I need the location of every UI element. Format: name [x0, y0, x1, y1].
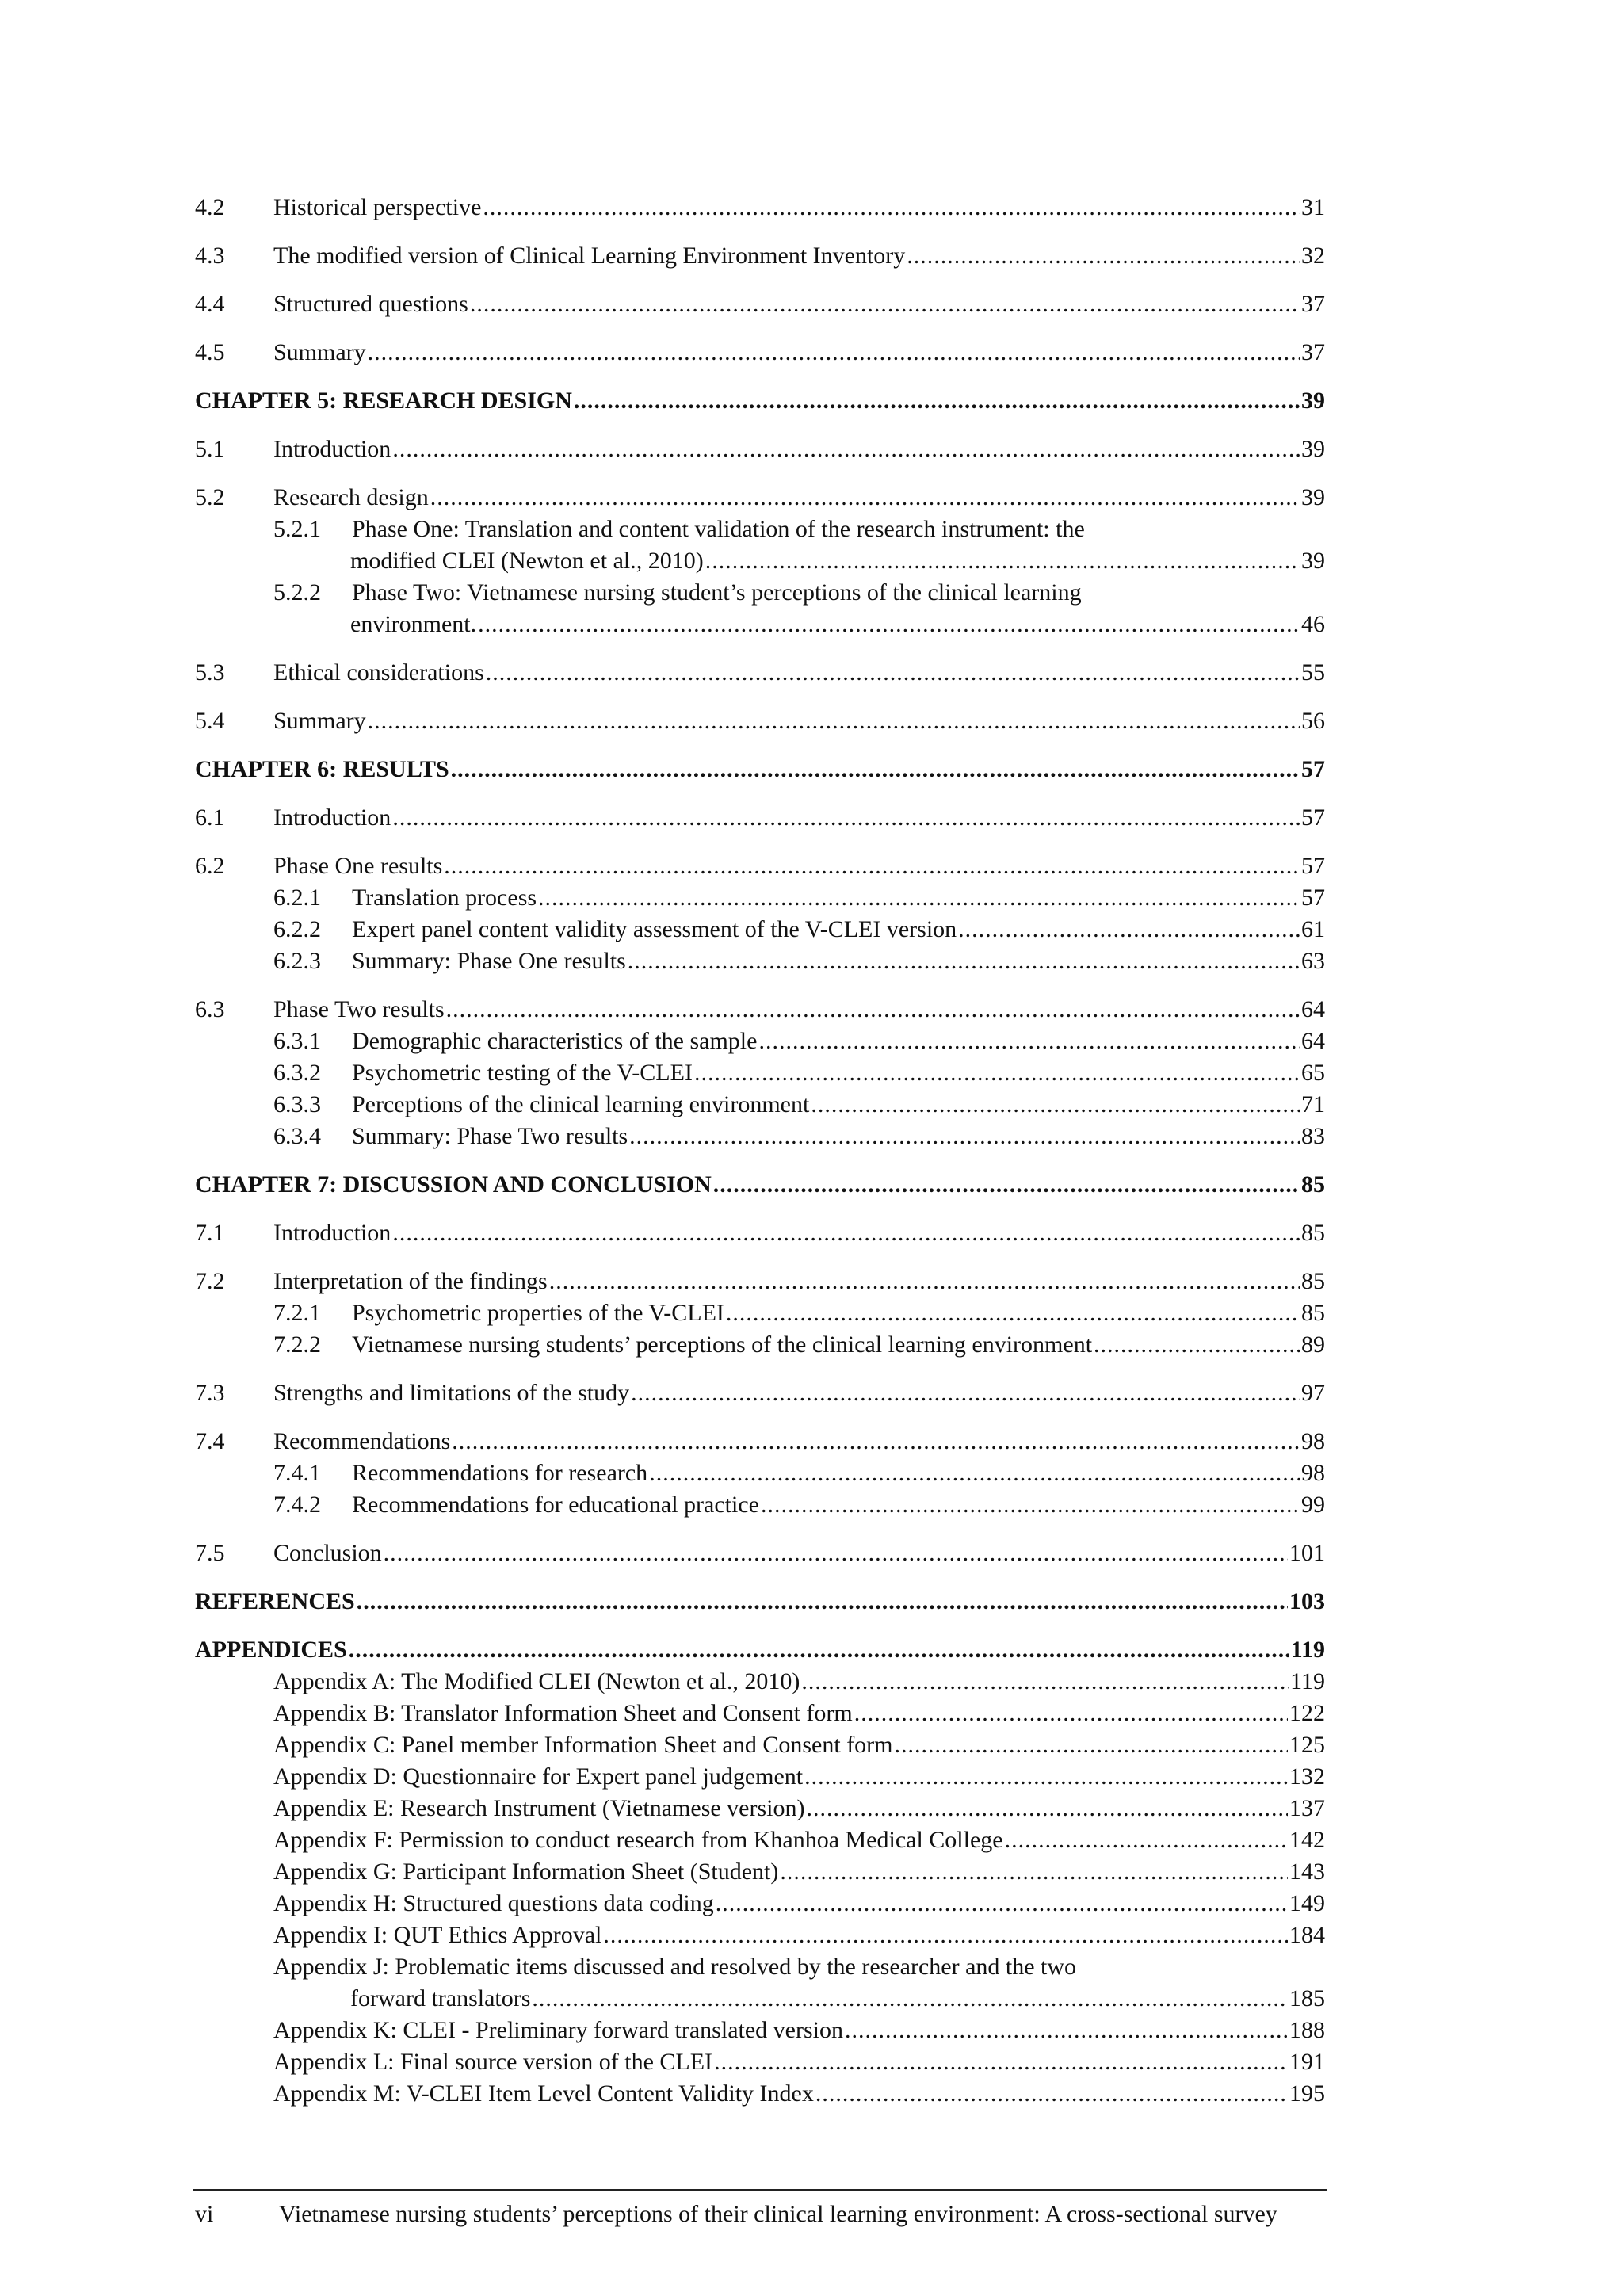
toc-entry-number: 5.2 — [195, 484, 225, 510]
toc-entry-page: 125 — [1289, 1732, 1325, 1758]
toc-entry-title: Demographic characteristics of the sample — [352, 1028, 758, 1054]
toc-entry-number: 6.2.1 — [273, 884, 321, 911]
dot-leader — [629, 1121, 1300, 1152]
toc-entry-page: 64 — [1301, 996, 1325, 1022]
toc-entry-number: 6.3.4 — [273, 1123, 321, 1149]
dot-leader — [444, 850, 1300, 882]
toc-entry-page: 191 — [1289, 2049, 1325, 2075]
toc-entry-number: 7.2.1 — [273, 1300, 321, 1326]
toc-entry-title: Recommendations for research — [352, 1460, 648, 1486]
toc-entry[interactable] — [195, 1761, 1325, 1793]
toc-entry[interactable] — [195, 850, 1325, 882]
toc-entry-title: Appendix D: Questionnaire for Expert panel judgement — [273, 1763, 804, 1790]
dot-leader — [368, 337, 1300, 369]
toc-entry-page: 61 — [1301, 916, 1325, 942]
toc-entry-page: 71 — [1301, 1091, 1325, 1117]
toc-entry-title: Appendix C: Panel member Information Sheet and Consent form — [273, 1732, 893, 1758]
toc-entry[interactable] — [195, 1217, 1325, 1249]
toc-entry[interactable] — [195, 1121, 1325, 1152]
toc-entry[interactable] — [195, 1856, 1325, 1888]
toc-entry-page: 103 — [1289, 1588, 1325, 1614]
toc-entry-number: 6.3.3 — [273, 1091, 321, 1117]
toc-entry[interactable] — [195, 1951, 1325, 1983]
toc-entry-page: 39 — [1301, 548, 1325, 574]
toc-entry-number: 7.4 — [195, 1428, 225, 1454]
toc-entry-title: Strengths and limitations of the study — [273, 1380, 630, 1406]
toc-entry-number: 6.2.2 — [273, 916, 321, 942]
toc-entry-page: 65 — [1301, 1060, 1325, 1086]
toc-entry[interactable] — [195, 1983, 1325, 2015]
dot-leader — [907, 240, 1300, 272]
dot-leader — [761, 1489, 1300, 1521]
toc-entry-number: 4.5 — [195, 339, 225, 365]
toc-entry[interactable] — [195, 1634, 1325, 1666]
toc-entry-page: 85 — [1301, 1220, 1325, 1246]
dot-leader — [758, 1026, 1300, 1057]
toc-entry-number: 5.4 — [195, 708, 225, 734]
toc-entry[interactable] — [195, 1920, 1325, 1951]
toc-entry-page: 143 — [1289, 1859, 1325, 1885]
dot-leader — [368, 705, 1300, 737]
toc-entry-page: 37 — [1301, 339, 1325, 365]
toc-entry[interactable] — [195, 1586, 1325, 1618]
toc-entry[interactable] — [195, 914, 1325, 946]
toc-entry[interactable] — [195, 1426, 1325, 1457]
toc-entry[interactable] — [195, 994, 1325, 1026]
toc-entry-title: Translation process — [352, 884, 537, 911]
toc-entry[interactable] — [195, 1729, 1325, 1761]
toc-entry-title: Introduction — [273, 436, 391, 462]
toc-entry[interactable] — [195, 1026, 1325, 1057]
toc-entry-title: Phase One: Translation and content validation of the research instrument: the — [352, 516, 1085, 542]
toc-entry-number: 7.3 — [195, 1380, 225, 1406]
toc-entry-number: 7.4.1 — [273, 1460, 321, 1486]
toc-entry-title: APPENDICES — [195, 1637, 347, 1663]
dot-leader — [631, 1377, 1300, 1409]
toc-entry[interactable] — [195, 240, 1325, 272]
toc-entry-title: Psychometric properties of the V-CLEI — [352, 1300, 724, 1326]
toc-entry-number: 6.3.1 — [273, 1028, 321, 1054]
toc-entry-title: Vietnamese nursing students’ perceptions of the clinical learning environment — [352, 1331, 1093, 1358]
toc-entry-title: Appendix H: Structured questions data coding — [273, 1890, 714, 1916]
toc-entry[interactable] — [195, 192, 1325, 223]
toc-entry-title: Recommendations — [273, 1428, 451, 1454]
dot-leader — [716, 1888, 1288, 1920]
dot-leader — [549, 1266, 1300, 1297]
dot-leader — [628, 946, 1300, 977]
toc-entry-page: 57 — [1301, 756, 1325, 782]
dot-leader — [815, 2078, 1288, 2110]
toc-entry[interactable] — [195, 1698, 1325, 1729]
toc-entry-title-continued: environment. — [350, 611, 477, 637]
toc-entry[interactable] — [195, 545, 1325, 577]
toc-entry-page: 149 — [1289, 1890, 1325, 1916]
toc-entry-title: Psychometric testing of the V-CLEI — [352, 1060, 693, 1086]
toc-entry-title: Phase One results — [273, 853, 443, 879]
toc-entry-title: Phase Two: Vietnamese nursing student’s perceptions of the clinical learning — [352, 579, 1082, 606]
dot-leader — [349, 1634, 1289, 1666]
toc-entry[interactable] — [195, 1377, 1325, 1409]
toc-entry[interactable] — [195, 946, 1325, 977]
toc-entry-title: Summary — [273, 339, 366, 365]
toc-entry-page: 122 — [1289, 1700, 1325, 1726]
dot-leader — [845, 2015, 1288, 2046]
toc-entry-page: 55 — [1301, 659, 1325, 686]
dot-leader — [958, 914, 1300, 946]
toc-entry[interactable] — [195, 1793, 1325, 1824]
dot-leader — [538, 882, 1300, 914]
dot-leader — [714, 2046, 1288, 2078]
toc-entry-number: 4.2 — [195, 194, 225, 220]
toc-entry-page: 39 — [1301, 436, 1325, 462]
toc-entry-title: Structured questions — [273, 291, 468, 317]
toc-entry-title: Interpretation of the findings — [273, 1268, 548, 1294]
toc-entry[interactable] — [195, 1089, 1325, 1121]
toc-entry-title: The modified version of Clinical Learning Environment Inventory — [273, 243, 906, 269]
toc-entry-page: 85 — [1301, 1171, 1325, 1198]
dot-leader — [483, 192, 1300, 223]
toc-entry-number: 7.2 — [195, 1268, 225, 1294]
toc-entry-number: 6.2 — [195, 853, 225, 879]
dot-leader — [384, 1538, 1288, 1569]
dot-leader — [392, 1217, 1300, 1249]
toc-entry[interactable] — [195, 1329, 1325, 1361]
toc-entry-page: 39 — [1301, 388, 1325, 414]
toc-entry-title: CHAPTER 6: RESULTS — [195, 756, 449, 782]
toc-entry[interactable] — [195, 1666, 1325, 1698]
toc-entry-number: 6.1 — [195, 804, 225, 831]
dot-leader — [895, 1729, 1288, 1761]
toc-entry-title: Summary — [273, 708, 366, 734]
toc-entry[interactable] — [195, 2078, 1325, 2110]
toc-entry-title: Summary: Phase Two results — [352, 1123, 628, 1149]
toc-entry-title: CHAPTER 7: DISCUSSION AND CONCLUSION — [195, 1171, 712, 1198]
toc-entry[interactable] — [195, 705, 1325, 737]
toc-entry-page: 57 — [1301, 804, 1325, 831]
dot-leader — [452, 1426, 1300, 1457]
toc-entry-title: Appendix A: The Modified CLEI (Newton et al., 2010) — [273, 1668, 800, 1694]
toc-entry-page: 119 — [1290, 1637, 1325, 1663]
toc-entry-number: 7.1 — [195, 1220, 225, 1246]
toc-entry-page: 37 — [1301, 291, 1325, 317]
toc-entry[interactable] — [195, 577, 1325, 609]
toc-entry-title: Appendix F: Permission to conduct research from Khanhoa Medical College — [273, 1827, 1003, 1853]
toc-entry-number: 7.5 — [195, 1540, 225, 1566]
toc-entry-title: Appendix J: Problematic items discussed and resolved by the researcher and the two — [273, 1954, 1077, 1980]
toc-entry[interactable] — [195, 1169, 1325, 1201]
dot-leader — [478, 609, 1300, 640]
dot-leader — [430, 482, 1300, 514]
toc-entry[interactable] — [195, 1888, 1325, 1920]
toc-entry[interactable] — [195, 514, 1325, 545]
dot-leader — [446, 994, 1300, 1026]
toc-entry[interactable] — [195, 657, 1325, 689]
toc-entry[interactable] — [195, 2046, 1325, 2078]
toc-entry-page: 32 — [1301, 243, 1325, 269]
toc-entry[interactable] — [195, 1489, 1325, 1521]
dot-leader — [392, 802, 1300, 834]
dot-leader — [801, 1666, 1289, 1698]
toc-entry-page: 184 — [1289, 1922, 1325, 1948]
toc-entry-page: 188 — [1289, 2017, 1325, 2043]
dot-leader — [1094, 1329, 1300, 1361]
toc-entry-title: Appendix B: Translator Information Sheet and Consent form — [273, 1700, 853, 1726]
toc-entry-page: 195 — [1289, 2080, 1325, 2107]
dot-leader — [807, 1793, 1289, 1824]
toc-entry-title: REFERENCES — [195, 1588, 355, 1614]
toc-entry[interactable] — [195, 1266, 1325, 1297]
toc-entry-title: Appendix E: Research Instrument (Vietnamese version) — [273, 1795, 805, 1821]
dot-leader — [486, 657, 1300, 689]
toc-entry-title: Appendix L: Final source version of the CLEI — [273, 2049, 713, 2075]
toc-entry-title: Summary: Phase One results — [352, 948, 626, 974]
toc-entry-page: 57 — [1301, 884, 1325, 911]
table-of-contents — [195, 192, 1325, 2110]
toc-entry-page: 98 — [1301, 1460, 1325, 1486]
toc-entry-title: Appendix I: QUT Ethics Approval — [273, 1922, 602, 1948]
dot-leader — [532, 1983, 1288, 2015]
toc-entry-page: 31 — [1301, 194, 1325, 220]
toc-entry[interactable] — [195, 288, 1325, 320]
toc-entry-page: 119 — [1290, 1668, 1325, 1694]
toc-entry[interactable] — [195, 802, 1325, 834]
toc-entry-title: Conclusion — [273, 1540, 382, 1566]
toc-entry-number: 6.2.3 — [273, 948, 321, 974]
toc-entry-title: Introduction — [273, 1220, 391, 1246]
toc-entry[interactable] — [195, 1057, 1325, 1089]
toc-entry-title-continued: modified CLEI (Newton et al., 2010) — [350, 548, 704, 574]
toc-entry-page: 46 — [1301, 611, 1325, 637]
toc-entry[interactable] — [195, 2015, 1325, 2046]
toc-entry-title: Introduction — [273, 804, 391, 831]
toc-entry-page: 142 — [1289, 1827, 1325, 1853]
toc-entry[interactable] — [195, 337, 1325, 369]
toc-entry-number: 5.3 — [195, 659, 225, 686]
toc-entry-page: 39 — [1301, 484, 1325, 510]
toc-entry-title: Perceptions of the clinical learning environment — [352, 1091, 810, 1117]
toc-entry-number: 7.2.2 — [273, 1331, 321, 1358]
dot-leader — [574, 385, 1300, 417]
dot-leader — [649, 1457, 1300, 1489]
dot-leader — [726, 1297, 1300, 1329]
toc-entry-page: 85 — [1301, 1300, 1325, 1326]
toc-entry[interactable] — [195, 385, 1325, 417]
toc-entry-number: 7.4.2 — [273, 1492, 321, 1518]
toc-entry-number: 4.4 — [195, 291, 225, 317]
dot-leader — [470, 288, 1300, 320]
toc-entry-title: Appendix K: CLEI - Preliminary forward translated version — [273, 2017, 843, 2043]
toc-entry-number: 5.2.2 — [273, 579, 321, 606]
toc-entry-title-continued: forward translators — [350, 1985, 531, 2011]
toc-entry-page: 63 — [1301, 948, 1325, 974]
toc-entry-number: 6.3 — [195, 996, 225, 1022]
toc-entry-page: 57 — [1301, 853, 1325, 879]
dot-leader — [713, 1169, 1300, 1201]
toc-entry-page: 64 — [1301, 1028, 1325, 1054]
dot-leader — [804, 1761, 1288, 1793]
dot-leader — [694, 1057, 1300, 1089]
toc-entry-title: Research design — [273, 484, 429, 510]
toc-entry[interactable] — [195, 482, 1325, 514]
toc-entry[interactable] — [195, 1824, 1325, 1856]
toc-entry[interactable] — [195, 434, 1325, 465]
toc-entry-page: 56 — [1301, 708, 1325, 734]
dot-leader — [780, 1856, 1288, 1888]
dot-leader — [603, 1920, 1288, 1951]
dot-leader — [392, 434, 1300, 465]
toc-entry-page: 185 — [1289, 1985, 1325, 2011]
toc-entry-title: Appendix G: Participant Information Sheet (Student) — [273, 1859, 779, 1885]
toc-entry[interactable] — [195, 1457, 1325, 1489]
toc-entry-title: Recommendations for educational practice — [352, 1492, 759, 1518]
toc-entry-number: 5.2.1 — [273, 516, 321, 542]
toc-entry[interactable] — [195, 1297, 1325, 1329]
toc-entry[interactable] — [195, 609, 1325, 640]
page-footer — [195, 2199, 1325, 2230]
toc-entry-number: 4.3 — [195, 243, 225, 269]
toc-entry-page: 89 — [1301, 1331, 1325, 1358]
dot-leader — [1005, 1824, 1288, 1856]
dot-leader — [705, 545, 1300, 577]
toc-entry[interactable] — [195, 1538, 1325, 1569]
toc-entry-page: 137 — [1289, 1795, 1325, 1821]
toc-entry-title: CHAPTER 5: RESEARCH DESIGN — [195, 388, 572, 414]
toc-entry-page: 97 — [1301, 1380, 1325, 1406]
toc-entry-page: 85 — [1301, 1268, 1325, 1294]
toc-entry[interactable] — [195, 754, 1325, 785]
toc-entry-number: 5.1 — [195, 436, 225, 462]
toc-entry-page: 99 — [1301, 1492, 1325, 1518]
toc-entry-title: Phase Two results — [273, 996, 445, 1022]
dot-leader — [357, 1586, 1288, 1618]
toc-entry-title: Ethical considerations — [273, 659, 484, 686]
toc-entry-title: Historical perspective — [273, 194, 482, 220]
toc-entry[interactable] — [195, 882, 1325, 914]
dot-leader — [451, 754, 1300, 785]
toc-entry-title: Expert panel content validity assessment of the V-CLEI version — [352, 916, 957, 942]
dot-leader — [854, 1698, 1288, 1729]
footer-rule — [193, 2189, 1327, 2191]
toc-entry-page: 132 — [1289, 1763, 1325, 1790]
toc-entry-page: 101 — [1289, 1540, 1325, 1566]
toc-entry-number: 6.3.2 — [273, 1060, 321, 1086]
footer-page-number: vi — [195, 2201, 214, 2227]
dot-leader — [811, 1089, 1300, 1121]
footer-running-title: Vietnamese nursing students’ perceptions of their clinical learning environment: A cross-sectional survey — [279, 2201, 1277, 2227]
toc-entry-page: 83 — [1301, 1123, 1325, 1149]
toc-entry-title: Appendix M: V-CLEI Item Level Content Validity Index — [273, 2080, 814, 2107]
toc-entry-page: 98 — [1301, 1428, 1325, 1454]
